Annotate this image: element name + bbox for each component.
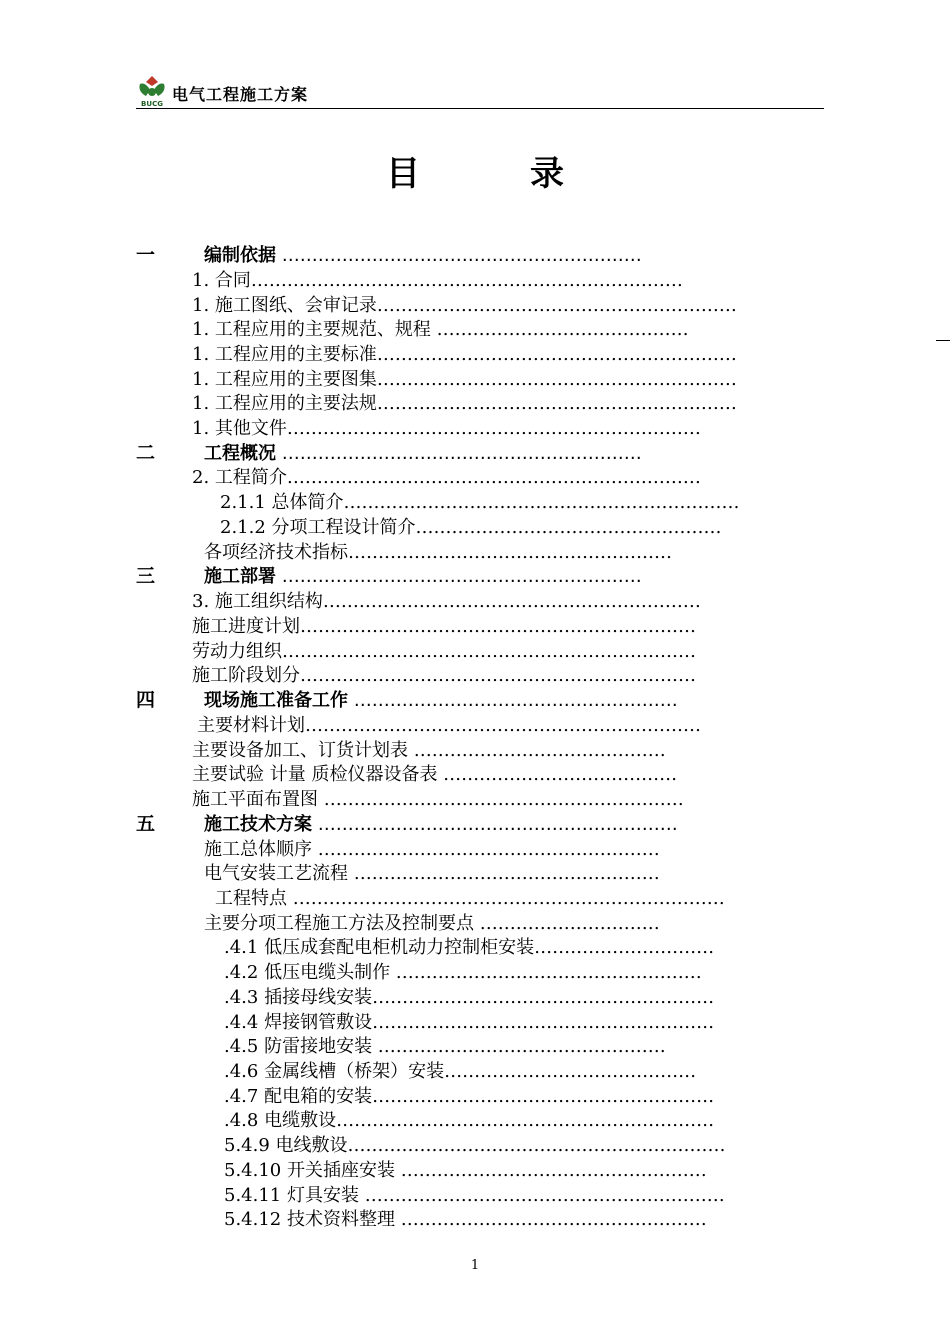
toc-entry[interactable]: [0, 614, 950, 639]
toc-dot-leader: ………………………………………………: [348, 542, 672, 563]
toc-entry-label: .4.2 低压电缆头制作: [224, 962, 391, 983]
toc-entry-text: [192, 639, 752, 664]
toc-entry-text: [204, 441, 795, 466]
toc-entry-text: [192, 367, 780, 392]
toc-dot-leader: ……………………………………………: [394, 1160, 707, 1181]
toc-entry[interactable]: [0, 1108, 950, 1133]
toc-entry-label: 1. 工程应用的主要标准: [192, 344, 377, 365]
toc-entry-text: [224, 1034, 790, 1059]
toc-dot-leader: ……………………………………………: [394, 1209, 707, 1230]
toc-entry[interactable]: [0, 738, 950, 763]
toc-entry-text: [224, 1108, 790, 1133]
toc-dot-leader: ……………………………………: [444, 1061, 697, 1082]
toc-entry-text: [192, 391, 780, 416]
toc-entry[interactable]: [0, 1183, 950, 1208]
toc-entry[interactable]: [0, 713, 950, 738]
toc-entry-text: [204, 540, 762, 565]
toc-entry-text: [204, 861, 762, 886]
toc-dot-leader: ……………………………………………………………: [282, 641, 696, 662]
toc-entry-label: 1. 施工图纸、会审记录: [192, 295, 377, 316]
toc-entry-text: [192, 614, 752, 639]
toc-entry[interactable]: [0, 935, 950, 960]
header-rule: [136, 108, 824, 109]
title-left-char: 目: [386, 154, 420, 194]
page-number: 1: [470, 1258, 480, 1273]
toc-entry[interactable]: [0, 416, 950, 441]
toc-entry[interactable]: [0, 886, 950, 911]
page-header: [136, 74, 824, 110]
toc-entry[interactable]: [0, 391, 950, 416]
toc-entry[interactable]: [0, 589, 950, 614]
toc-dot-leader: ………………………………………………: [348, 690, 678, 711]
toc-entry[interactable]: [0, 812, 950, 837]
toc-entry-label: 2. 工程简介: [192, 467, 287, 488]
toc-entry-text: [224, 985, 790, 1010]
toc-entry[interactable]: [0, 663, 950, 688]
toc-entry[interactable]: [0, 1084, 950, 1109]
toc-dot-leader: ……………………………………………………………: [286, 418, 701, 439]
toc-entry[interactable]: [0, 1010, 950, 1035]
toc-entry-label: 施工技术方案: [204, 814, 312, 835]
logo-text: BUCG: [141, 100, 163, 108]
toc-entry-label: 主要分项工程施工方法及控制要点: [204, 913, 474, 934]
toc-entry[interactable]: [0, 787, 950, 812]
toc-entry[interactable]: [0, 1059, 950, 1084]
toc-dot-leader: …………………………: [534, 937, 715, 958]
toc-entry[interactable]: [0, 515, 950, 540]
toc-entry[interactable]: [0, 317, 950, 342]
toc-entry-text: [224, 1207, 800, 1232]
toc-entry-text: [192, 317, 780, 342]
toc-dot-leader: …………………………………………………………: [343, 492, 740, 513]
toc-dot-leader: …………………………………………………………: [300, 665, 696, 686]
toc-entry-label: .4.7 配电箱的安装: [224, 1086, 373, 1107]
toc-entry-text: [220, 515, 795, 540]
toc-entry-label: 工程特点: [215, 888, 287, 909]
toc-entry[interactable]: [0, 985, 950, 1010]
bucg-logo-icon: [136, 74, 168, 108]
toc-dot-leader: ………………………………………………………: [336, 1110, 715, 1131]
toc-entry-label: 2.1.2 分项工程设计简介: [220, 517, 416, 538]
toc-entry[interactable]: [0, 762, 950, 787]
toc-entry[interactable]: [0, 911, 950, 936]
toc-entry-label: 3. 施工组织结构: [192, 591, 323, 612]
toc-entry[interactable]: [0, 243, 950, 268]
toc-dot-leader: …………………………………………………: [312, 839, 660, 860]
toc-dot-leader: …………………………………………………………: [305, 715, 701, 736]
toc-entry-text: [192, 738, 762, 763]
toc-entry-label: .4.6 金属线槽（桥架）安装: [224, 1061, 445, 1082]
toc-dot-leader: ……………………………………………………: [276, 566, 642, 587]
toc-entry-text: [192, 342, 780, 367]
toc-entry-label: .4.3 插接母线安装: [224, 987, 373, 1008]
toc-dot-leader: ……………………………………: [408, 740, 666, 761]
toc-dot-leader: ……………………………………………: [348, 863, 660, 884]
toc-entry-text: [204, 812, 795, 837]
toc-entry[interactable]: [0, 1034, 950, 1059]
toc-entry-text: [192, 787, 762, 812]
toc-entry-text: [204, 564, 795, 589]
toc-entry-label: 编制依据: [204, 245, 276, 266]
toc-dot-leader: ……………………………………………………: [376, 369, 737, 390]
toc-section-number: 二: [136, 442, 156, 464]
toc-entry-text: [192, 663, 752, 688]
toc-entry-label: 1. 工程应用的主要图集: [192, 369, 377, 390]
toc-dot-leader: …………………………………………: [372, 1036, 666, 1057]
toc-entry-label: 电气安装工艺流程: [204, 863, 348, 884]
toc-entry-label: 1. 工程应用的主要规范、规程: [192, 319, 431, 340]
toc-entry-text: [215, 886, 762, 911]
toc-entry-label: 主要试验 计量 质检仪器设备表: [192, 764, 438, 785]
toc-entry-label: 1. 工程应用的主要法规: [192, 393, 377, 414]
toc-entry-text: [197, 713, 758, 738]
toc-entry-label: 1. 合同: [192, 270, 251, 291]
toc-entry[interactable]: [0, 1207, 950, 1232]
toc-dot-leader: ……………………………………………………: [276, 443, 642, 464]
toc-entry[interactable]: [0, 688, 950, 713]
toc-entry-text: [192, 762, 762, 787]
toc-entry-text: [204, 837, 762, 862]
toc-entry-label: 5.4.9 电线敷设: [224, 1135, 348, 1156]
toc-dot-leader: ……………………………………………: [415, 517, 722, 538]
toc-entry[interactable]: [0, 293, 950, 318]
toc-entry[interactable]: [0, 837, 950, 862]
toc-entry[interactable]: [0, 342, 950, 367]
toc-entry-label: 2.1.1 总体简介: [220, 492, 344, 513]
document-title: [0, 146, 950, 195]
toc-entry-text: [224, 960, 790, 985]
toc-entry-label: 5.4.11 灯具安装: [224, 1185, 359, 1206]
toc-entry-label: 施工总体顺序: [204, 839, 312, 860]
toc-entry-label: 施工平面布置图: [192, 789, 318, 810]
toc-dot-leader: ………………………………………………………: [322, 591, 701, 612]
toc-entry-text: [224, 1158, 800, 1183]
toc-section-number: 三: [136, 565, 156, 587]
toc-entry-text: [204, 688, 792, 713]
toc-entry-label: .4.1 低压成套配电柜机动力控制柜安装: [224, 937, 535, 958]
toc-dot-leader: ……………………………………………………………: [286, 467, 701, 488]
toc-dot-leader: …………………………………………………: [372, 1012, 715, 1033]
toc-entry[interactable]: [0, 861, 950, 886]
toc-entry-text: [224, 1133, 800, 1158]
toc-entry[interactable]: [0, 1133, 950, 1158]
toc-entry[interactable]: [0, 441, 950, 466]
toc-entry[interactable]: [0, 1158, 950, 1183]
toc-dot-leader: ………………………………………………………: [347, 1135, 726, 1156]
toc-entry[interactable]: [0, 960, 950, 985]
toc-dot-leader: ……………………………………………………: [358, 1185, 725, 1206]
toc-dot-leader: …………………………: [474, 913, 660, 934]
toc-entry[interactable]: [0, 268, 950, 293]
toc-entry-label: 现场施工准备工作: [204, 690, 348, 711]
toc-entry-label: 施工部署: [204, 566, 276, 587]
toc-entry-text: [192, 293, 780, 318]
toc-entry-label: .4.8 电缆敷设: [224, 1110, 337, 1131]
toc-entry-text: [224, 1059, 812, 1084]
toc-dot-leader: …………………………………………………………: [300, 616, 696, 637]
toc-entry-text: [220, 490, 795, 515]
toc-dot-leader: ……………………………………: [430, 319, 689, 340]
toc-entry-text: [192, 465, 780, 490]
toc-entry-label: 主要设备加工、订货计划表: [192, 740, 408, 761]
toc-entry-text: [224, 1010, 790, 1035]
toc-entry-label: 5.4.12 技术资料整理: [224, 1209, 395, 1230]
toc-dot-leader: ……………………………………………: [390, 962, 702, 983]
toc-dot-leader: …………………………………: [437, 764, 678, 785]
title-right-char: 录: [530, 154, 564, 194]
toc-entry[interactable]: [0, 639, 950, 664]
toc-dot-leader: ……………………………………………………: [312, 814, 678, 835]
toc-entry[interactable]: [0, 367, 950, 392]
toc-dot-leader: …………………………………………………: [372, 1086, 715, 1107]
toc-entry-label: .4.5 防雷接地安装: [224, 1036, 373, 1057]
toc-section-number: 四: [136, 689, 156, 711]
toc-entry-label: 施工进度计划: [192, 616, 300, 637]
toc-entry[interactable]: [0, 540, 950, 565]
toc-dot-leader: ………………………………………………………………: [287, 888, 725, 909]
toc-entry[interactable]: [0, 465, 950, 490]
toc-entry-label: 各项经济技术指标: [204, 542, 348, 563]
toc-dot-leader: ……………………………………………………: [318, 789, 684, 810]
toc-entry-text: [224, 1183, 800, 1208]
toc-entry-text: [192, 416, 780, 441]
toc-entry-label: 5.4.10 开关插座安装: [224, 1160, 395, 1181]
header-title: 电气工程施工方案: [172, 85, 309, 104]
toc-entry-label: 施工阶段划分: [192, 665, 300, 686]
toc-section-number: 一: [136, 244, 156, 266]
toc-dot-leader: ……………………………………………………: [376, 295, 737, 316]
toc-dot-leader: …………………………………………………: [372, 987, 715, 1008]
toc-entry-label: 工程概况: [204, 443, 276, 464]
toc-entry-label: .4.4 焊接钢管敷设: [224, 1012, 373, 1033]
toc-entry-text: [224, 935, 790, 960]
toc-entry-label: 劳动力组织: [192, 641, 282, 662]
toc-dot-leader: ………………………………………………………………: [250, 270, 683, 291]
toc-entry-text: [192, 589, 780, 614]
toc-dot-leader: ……………………………………………………: [276, 245, 642, 266]
toc-dot-leader: ……………………………………………………: [376, 344, 737, 365]
toc-entry-label: 1. 其他文件: [192, 418, 287, 439]
toc-entry-text: [204, 911, 762, 936]
toc-entry-text: [204, 243, 795, 268]
toc-entry[interactable]: [0, 490, 950, 515]
toc-section-number: 五: [136, 813, 156, 835]
toc-entry[interactable]: [0, 564, 950, 589]
toc-entry-text: [224, 1084, 790, 1109]
toc-dot-leader: ……………………………………………………: [376, 393, 737, 414]
toc-entry-label: 主要材料计划: [197, 715, 305, 736]
toc-entry-text: [192, 268, 780, 293]
